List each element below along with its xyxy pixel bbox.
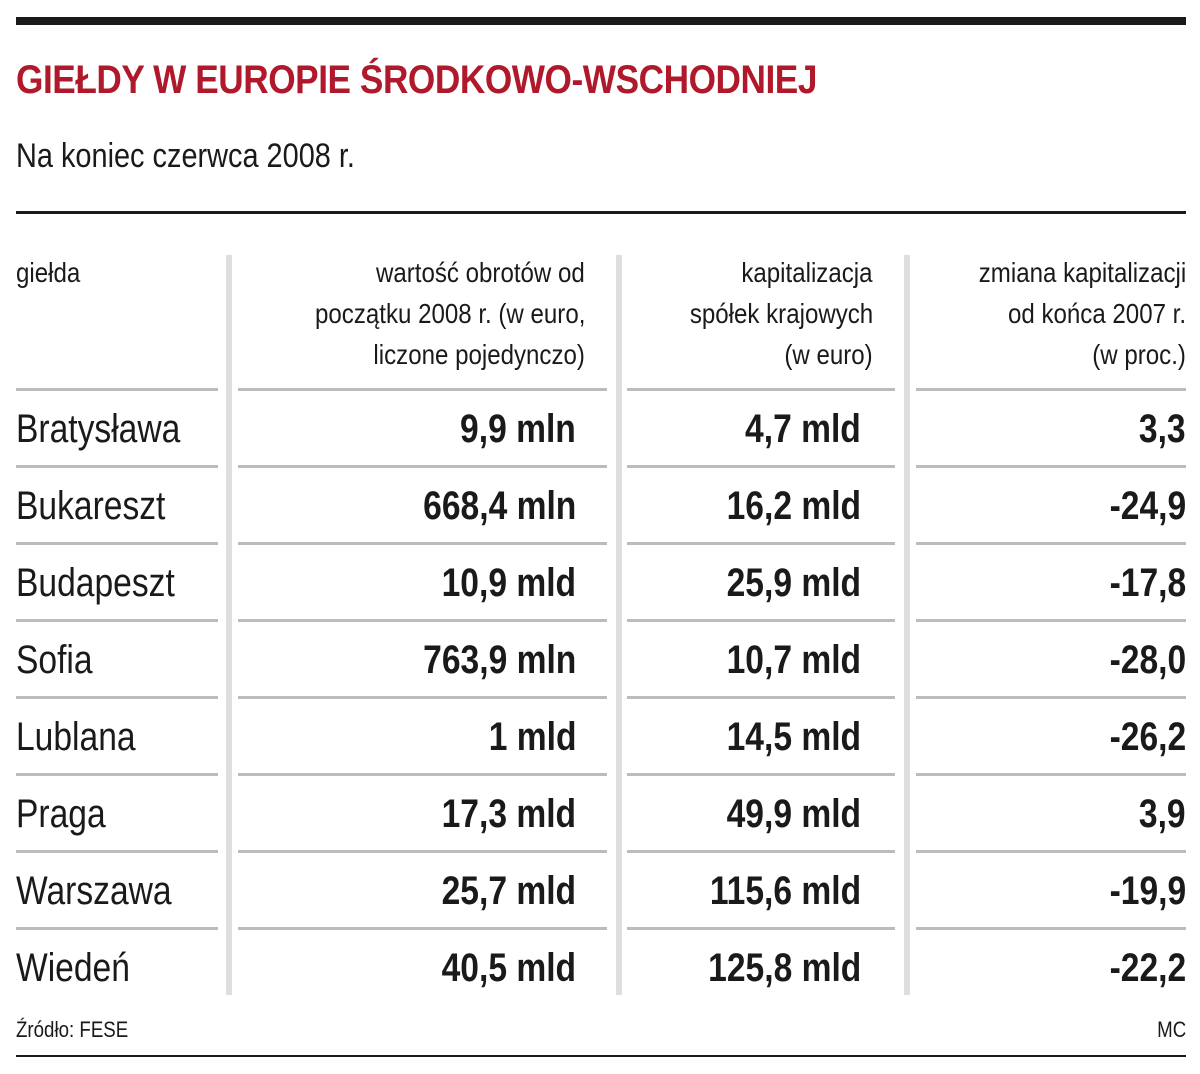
exchange-name: Bratysława xyxy=(16,407,181,451)
chart-subtitle: Na koniec czerwca 2008 r. xyxy=(16,137,355,175)
capitalization-value: 125,8 mld xyxy=(707,946,861,990)
exchange-name: Lublana xyxy=(16,715,136,759)
exchange-name: Warszawa xyxy=(16,869,172,913)
column-header-3-line-3: (w euro) xyxy=(784,339,873,370)
top-rule xyxy=(16,17,1186,25)
capitalization-value: 49,9 mld xyxy=(726,792,861,836)
capitalization-change: 3,3 xyxy=(1139,407,1186,451)
column-header-4-line-3: (w proc.) xyxy=(1092,339,1186,370)
exchange-name: Sofia xyxy=(16,638,93,682)
capitalization-change: -24,9 xyxy=(1109,484,1186,528)
column-header-4-line-2: od końca 2007 r. xyxy=(1007,298,1186,329)
turnover-value: 763,9 mln xyxy=(422,638,576,682)
exchange-name: Budapeszt xyxy=(16,561,175,605)
exchange-name: Bukareszt xyxy=(16,484,166,528)
turnover-value: 25,7 mld xyxy=(441,869,576,913)
turnover-value: 40,5 mld xyxy=(441,946,576,990)
turnover-value: 1 mld xyxy=(488,715,576,759)
header-rule xyxy=(16,211,1186,214)
capitalization-change: -26,2 xyxy=(1109,715,1186,759)
turnover-value: 17,3 mld xyxy=(441,792,576,836)
exchange-name: Wiedeń xyxy=(16,946,130,990)
column-header-1-line-1: giełda xyxy=(16,257,81,288)
turnover-value: 9,9 mln xyxy=(460,407,576,451)
column-separator xyxy=(226,255,232,995)
capitalization-value: 14,5 mld xyxy=(726,715,861,759)
turnover-value: 10,9 mld xyxy=(441,561,576,605)
capitalization-value: 16,2 mld xyxy=(726,484,861,528)
source-note: Źródło: FESE xyxy=(16,1017,129,1042)
capitalization-change: -19,9 xyxy=(1109,869,1186,913)
exchange-name: Praga xyxy=(16,792,106,836)
chart-title: GIEŁDY W EUROPIE ŚRODKOWO-WSCHODNIEJ xyxy=(16,58,817,102)
column-header-3-line-2: spółek krajowych xyxy=(689,298,873,329)
capitalization-change: -22,2 xyxy=(1109,946,1186,990)
capitalization-change: -17,8 xyxy=(1109,561,1186,605)
capitalization-change: 3,9 xyxy=(1139,792,1186,836)
column-header-2-line-1: wartość obrotów od xyxy=(376,257,585,288)
turnover-value: 668,4 mln xyxy=(422,484,576,528)
column-separator xyxy=(904,255,910,995)
capitalization-value: 115,6 mld xyxy=(709,869,861,913)
capitalization-value: 4,7 mld xyxy=(745,407,861,451)
column-header-4-line-1: zmiana kapitalizacji xyxy=(978,257,1186,288)
capitalization-change: -28,0 xyxy=(1109,638,1186,682)
column-header-2-line-3: liczone pojedynczo) xyxy=(373,339,585,370)
column-header-3-line-1: kapitalizacja xyxy=(741,257,873,288)
column-header-2-line-2: początku 2008 r. (w euro, xyxy=(314,298,585,329)
capitalization-value: 10,7 mld xyxy=(726,638,861,682)
author-credit: MC xyxy=(1156,1017,1186,1042)
capitalization-value: 25,9 mld xyxy=(726,561,861,605)
bottom-rule xyxy=(16,1055,1186,1057)
column-separator xyxy=(616,255,622,995)
